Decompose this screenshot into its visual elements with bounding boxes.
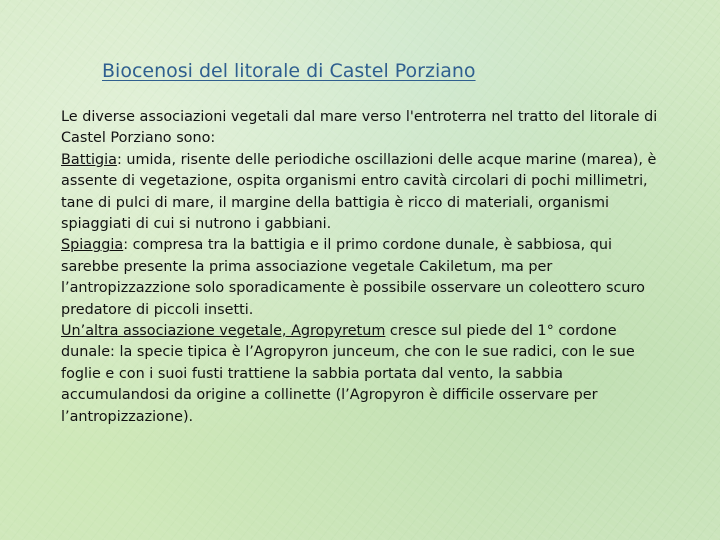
intro-paragraph: Le diverse associazioni vegetali dal mare verso l'entroterra nel tratto del litorale di Castel Porziano sono: — [61, 109, 658, 147]
section-term: Un’altra associazione vegetale, Agropyretum — [61, 323, 386, 340]
section-text: umida, risente delle periodiche oscillazioni delle acque marine (marea), è assente di vegetazione, ospita organismi entro cavità circolari di pochi millimetri, tane di pulci di mare, il margine della battigia è ricco di materiali, organismi spiaggiati di cui si nutrono i gabbiani. — [61, 151, 657, 233]
section-agropyretum — [61, 321, 661, 428]
section-text: compresa tra la battigia e il primo cordone dunale, è sabbiosa, qui sarebbe presente la prima associazione vegetale Cakiletum, ma per l’antropizzazzione solo sporadicamente è possibile osservare un coleottero scuro predatore di piccoli insetti. — [61, 237, 645, 318]
slide-body — [61, 107, 661, 428]
section-text: cresce sul piede del 1° cordone dunale: la specie tipica è l’Agropyron junceum, che con le sue radici, con le sue foglie e con i suoi fusti trattiene la sabbia portata dal vento, la sabbia accumulandosi da origine a collinette (l’Agropyron è difficile osservare per l’antropizzazione). — [61, 323, 635, 425]
slide-title: Biocenosi del litorale di Castel Porziano — [102, 60, 476, 82]
section-separator: : — [123, 237, 133, 254]
section-term: Spiaggia — [61, 237, 124, 254]
section-battigia — [61, 150, 661, 236]
section-separator: : — [116, 151, 127, 168]
section-term: Battigia — [61, 151, 117, 168]
section-spiaggia — [61, 235, 661, 321]
